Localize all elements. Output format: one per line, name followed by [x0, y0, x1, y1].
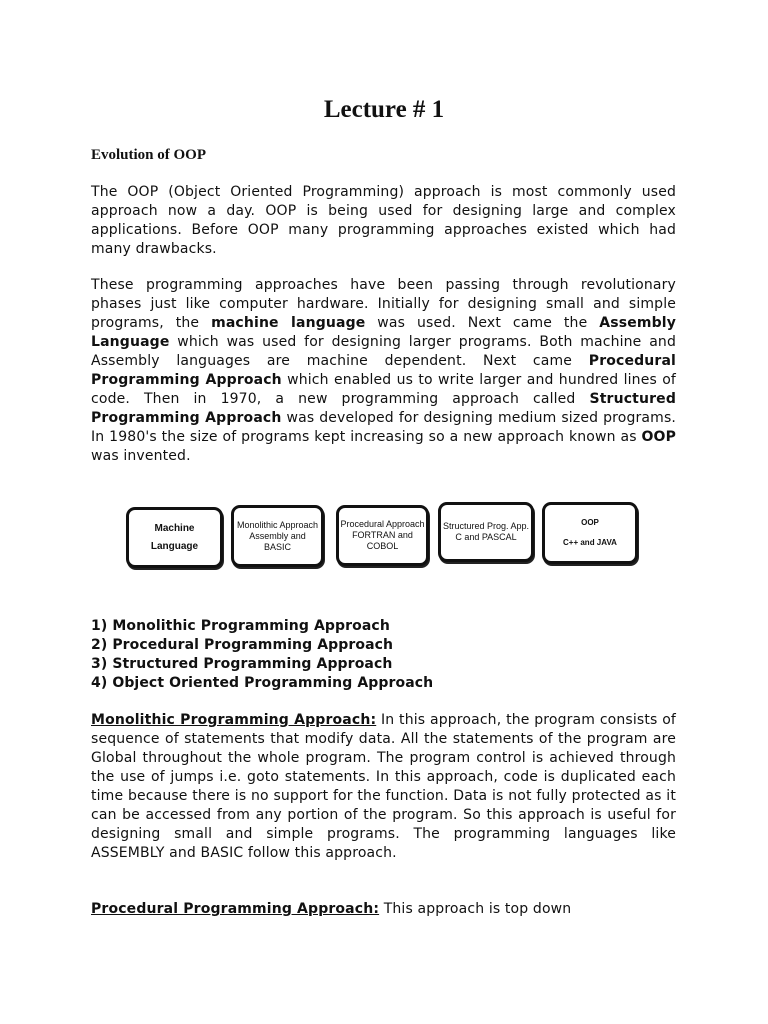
history-text-1: These programming approaches have been passing through revolutionary phases just like computer hardware. Initially for designing small and simple programs, the [91, 277, 676, 331]
diagram-box-machine-language [126, 507, 223, 568]
box-label-line: Monolithic Approach [236, 519, 319, 530]
history-paragraph [91, 276, 676, 466]
history-text-6: was invented. [91, 448, 191, 464]
diagram-box-structured [438, 502, 534, 562]
history-text-2: was used. Next came the [365, 315, 600, 331]
box-label-line: Procedural Approach [340, 519, 425, 529]
monolithic-paragraph [91, 711, 676, 863]
evolution-diagram [126, 502, 640, 570]
intro-paragraph: The OOP (Object Oriented Programming) approach is most commonly used approach now a day. OOP is being used for designing large and complex applications. Before OOP many programming approaches existed which had many drawbacks. [91, 184, 676, 257]
list-item: 4) Object Oriented Programming Approach [91, 675, 434, 691]
box-label-line: C++ and JAVA [563, 538, 617, 547]
term-structured-approach: Structured Programming Approach [91, 391, 676, 426]
term-procedural-approach: Procedural Programming Approach [91, 353, 676, 388]
box-label-line: BASIC [263, 541, 291, 552]
list-item: 1) Monolithic Programming Approach [91, 618, 390, 634]
term-machine-language: machine language [211, 315, 366, 331]
monolithic-lead: Monolithic Programming Approach: [91, 712, 377, 728]
term-assembly-language: Assembly Language [91, 315, 676, 350]
box-label-line: Language [150, 540, 199, 552]
box-label-line: COBOL [366, 541, 399, 551]
procedural-text: This approach is top down [379, 901, 572, 917]
box-label-line: Assembly and [249, 530, 306, 541]
box-label-line: FORTRAN and [352, 530, 413, 540]
list-item: 2) Procedural Programming Approach [91, 637, 394, 653]
diagram-box-monolithic [231, 505, 324, 567]
box-label-line: Machine [154, 522, 195, 534]
box-label-line: OOP [581, 518, 599, 527]
term-oop: OOP [641, 429, 676, 445]
history-text-3: which was used for designing larger programs. Both machine and Assembly languages are machine dependent. Next came [91, 334, 676, 369]
box-label-line: C and PASCAL [455, 532, 517, 542]
procedural-lead: Procedural Programming Approach: [91, 901, 380, 917]
list-item: 3) Structured Programming Approach [91, 656, 393, 672]
monolithic-text: In this approach, the program consists of sequence of statements that modify data. All the statements of the program are Global throughout the whole program. The program control is achieved through the use of jumps i.e. goto statements. In this approach, code is duplicated each time because there is no support for the function. Data is not fully protected as it can be accessed from any portion of the program. So this approach is useful for designing small and simple programs. The programming languages like ASSEMBLY and BASIC follow this approach. [91, 712, 677, 861]
procedural-paragraph [91, 900, 676, 919]
page-title: Lecture # 1 [323, 96, 445, 123]
section-heading: Evolution of OOP [91, 147, 207, 163]
history-text-5: was developed for designing medium sized programs. In 1980's the size of programs kept increasing so a new approach known as [91, 410, 676, 445]
diagram-box-oop [542, 502, 638, 564]
approach-list [91, 617, 433, 693]
diagram-box-procedural [336, 505, 429, 566]
box-label-line: Structured Prog. App. [442, 521, 530, 531]
history-text-4: which enabled us to write larger and hundred lines of code. Then in 1970, a new programming approach called [91, 372, 677, 407]
